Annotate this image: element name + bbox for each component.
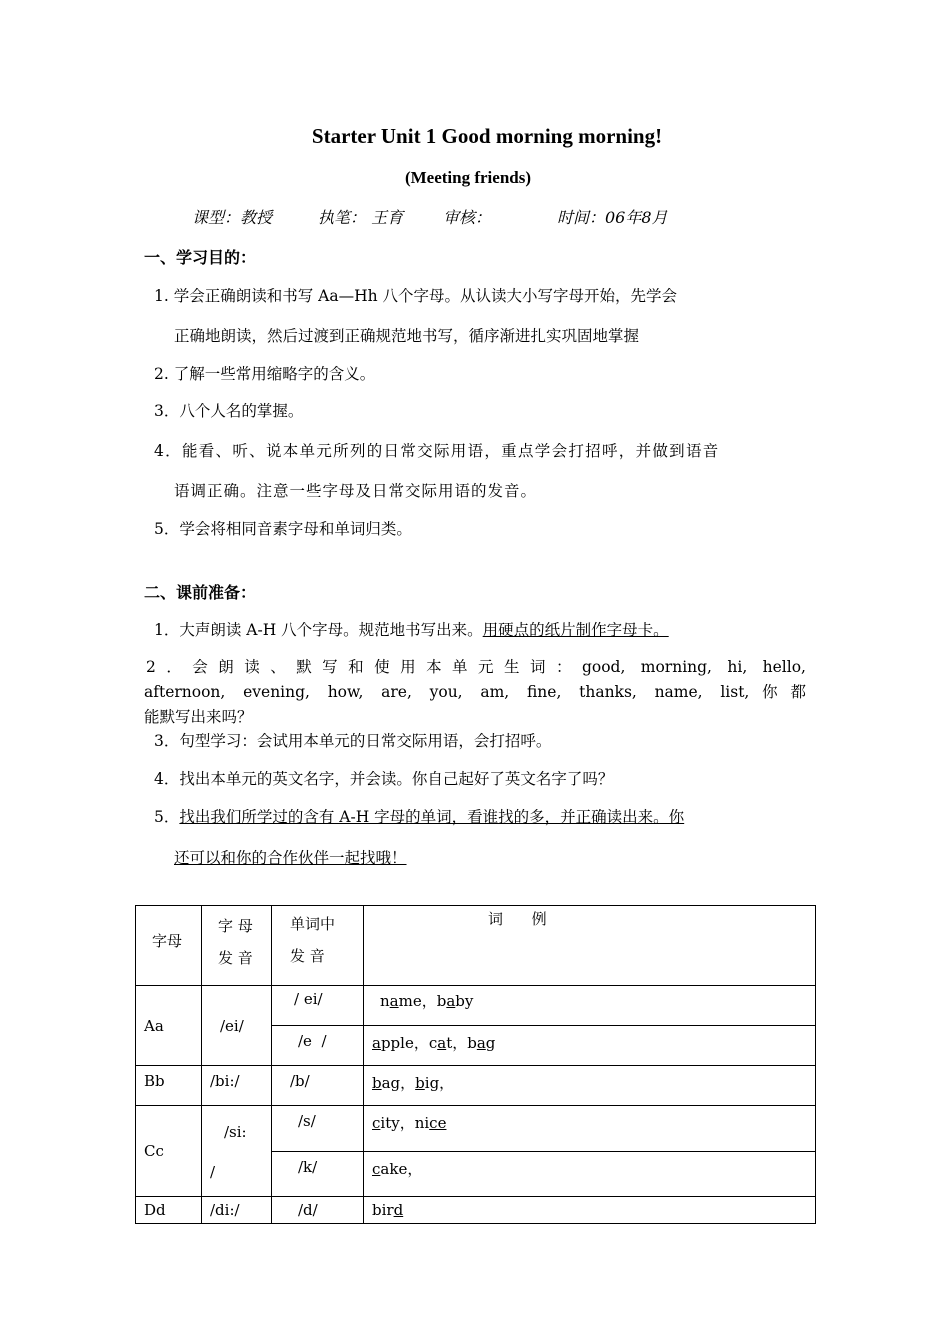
section2-item-2: 2．会朗读、默写和使用本单元生词：good, morning, hi, hello, <box>146 658 806 676</box>
header-examples: 词 例 <box>364 906 816 986</box>
section2-item-5-cont: 还可以和你的合作伙伴一起找哦！ <box>174 849 407 867</box>
section1-item: 语调正确。注意一些字母及日常交际用语的发音。 <box>174 482 538 500</box>
letter-cell: Aa <box>136 986 202 1066</box>
section2-item-1-text: 1．大声朗读 A-H 八个字母。规范地书写出来。 <box>154 621 483 639</box>
section2-item-4: 4．找出本单元的英文名字，并会读。你自己起好了英文名字了吗？ <box>154 770 614 788</box>
section2-item-5 <box>154 805 684 827</box>
document-subtitle: (Meeting friends) <box>404 168 532 187</box>
example-cell: name，baby <box>364 986 816 1026</box>
meta-time: 时间：06年8月 <box>557 208 668 227</box>
example-cell: bag，big， <box>364 1066 816 1106</box>
table-row <box>136 1066 816 1106</box>
section2-item-5-number: 5． <box>154 808 180 826</box>
section2-item-2: 能默写出来吗？ <box>144 708 253 726</box>
meta-type: 课型：教授 <box>192 208 273 227</box>
document-title: Starter Unit 1 Good morning morning! <box>311 124 663 148</box>
section1-item: 正确地朗读，然后过渡到正确规范地书写，循序渐进扎实巩固地掌握 <box>174 327 640 345</box>
section1-heading: 一、学习目的： <box>144 248 257 267</box>
header-letter: 字母 <box>136 906 202 986</box>
section2-item-2: afternoon, evening, how, are, you, am, fine, thanks, name, list,你都 <box>144 683 806 701</box>
example-cell: bird <box>364 1197 816 1224</box>
letter-cell: Dd <box>136 1197 202 1224</box>
header-letter-sound: 字 母 发 音 <box>202 906 272 986</box>
section1-item: 4．能看、听、说本单元所列的日常交际用语，重点学会打招呼，并做到语音 <box>154 442 720 460</box>
word-sound-cell: /d/ <box>272 1197 364 1224</box>
word-sound-cell: /b/ <box>272 1066 364 1106</box>
table-row <box>136 1197 816 1224</box>
word-sound-cell: / ei/ <box>272 986 364 1026</box>
example-cell: cake， <box>364 1151 816 1197</box>
section1-item: 3．八个人名的掌握。 <box>154 402 304 420</box>
section2-heading: 二、课前准备： <box>144 583 257 602</box>
letter-cell: Bb <box>136 1066 202 1106</box>
section1-item: 1. 学会正确朗读和书写 Aa—Hh 八个字母。从认读大小写字母开始，先学会 <box>154 287 678 305</box>
letter-sound-cell: /di:/ <box>202 1197 272 1224</box>
header-word-sound: 单词中 发 音 <box>272 906 364 986</box>
letter-sound-cell: /bi:/ <box>202 1066 272 1106</box>
example-cell: apple，cat，bag <box>364 1026 816 1066</box>
letter-cell: Cc <box>136 1106 202 1197</box>
meta-reviewer: 审核： <box>443 208 492 227</box>
table-header-row <box>136 906 816 986</box>
letter-sound-cell: /ei/ <box>202 986 272 1066</box>
word-sound-cell: /k/ <box>272 1151 364 1197</box>
section2-item-1 <box>154 618 669 640</box>
word-sound-cell: /e / <box>272 1026 364 1066</box>
example-cell: city，nice <box>364 1106 816 1152</box>
section2-item-5-underlined: 找出我们所学过的含有 A-H 字母的单词，看谁找的多，并正确读出来。你 <box>179 808 685 826</box>
letter-sound-cell: /si: / <box>202 1106 272 1197</box>
table-row <box>136 1106 816 1152</box>
section1-item: 2. 了解一些常用缩略字的含义。 <box>154 365 376 383</box>
table-row <box>136 986 816 1026</box>
meta-author: 执笔： 王育 <box>318 208 404 227</box>
section1-item: 5．学会将相同音素字母和单词归类。 <box>154 520 412 538</box>
section2-item-1-underlined: 用硬点的纸片制作字母卡。 <box>482 621 669 639</box>
letter-sound-table <box>135 905 816 1224</box>
section2-item-3: 3．句型学习：会试用本单元的日常交际用语，会打招呼。 <box>154 732 552 750</box>
word-sound-cell: /s/ <box>272 1106 364 1152</box>
